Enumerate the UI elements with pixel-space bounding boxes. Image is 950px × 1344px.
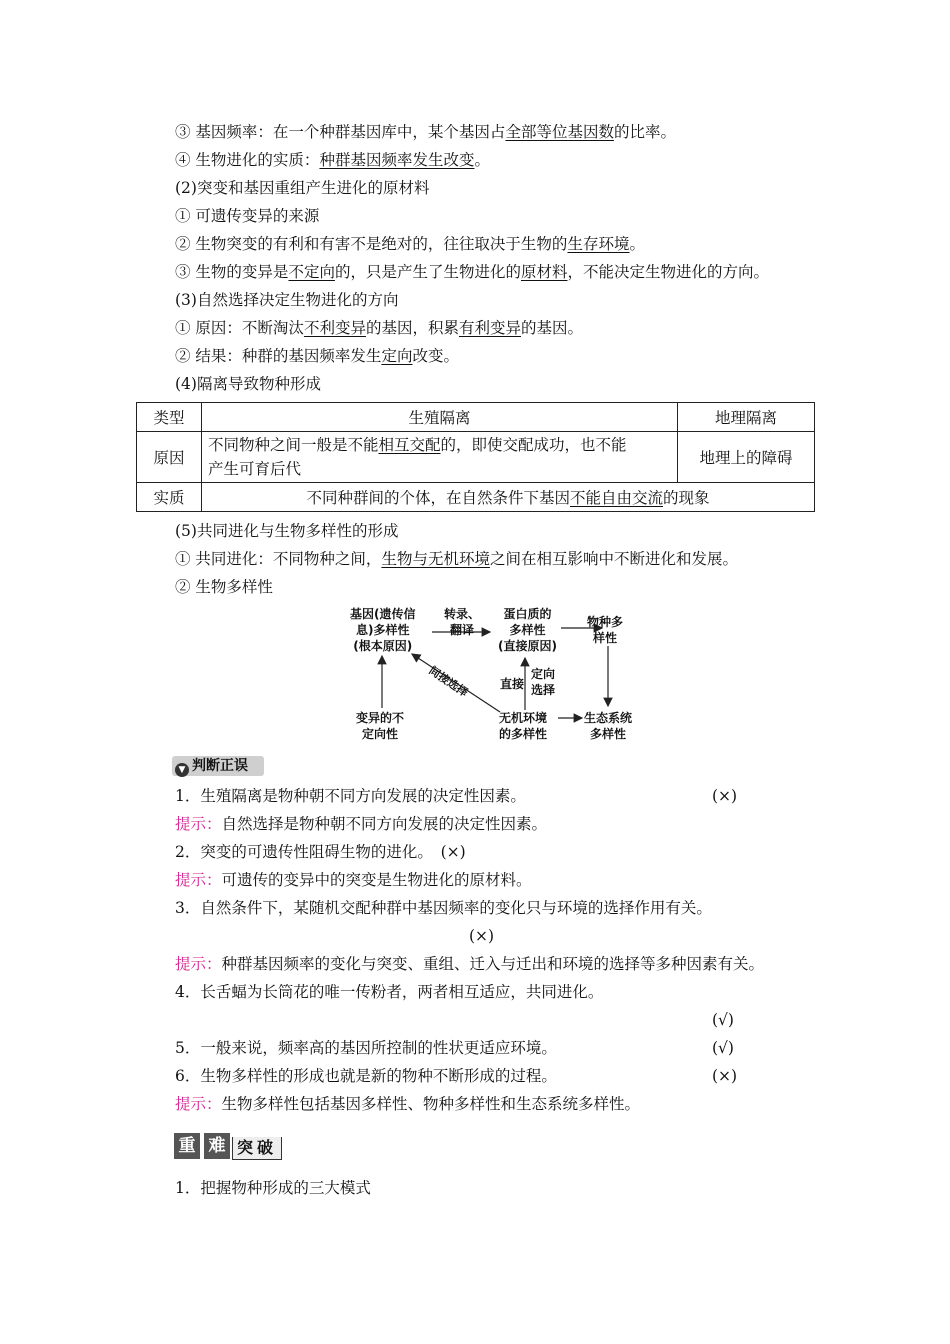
first-pattern-item: 1．把握物种形成的三大模式 xyxy=(175,1179,371,1197)
line-coevolution-def xyxy=(175,548,738,570)
judge-mark-4: (√) xyxy=(712,1011,734,1029)
text-span: ② 结果：种群的基因频率发生 xyxy=(175,347,382,365)
node-text: 的多样性 xyxy=(499,727,548,741)
table-cell-reason-geographic: 地理上的障碍 xyxy=(678,432,815,483)
hint-label: 提示： xyxy=(175,1095,222,1113)
hint-label: 提示： xyxy=(175,955,222,973)
node-text: 生态系统 xyxy=(584,711,633,725)
badge-rest: 突破 xyxy=(232,1137,282,1160)
node-text: (根本原因) xyxy=(353,639,413,653)
text-span: 的比率。 xyxy=(613,123,676,141)
hint-text: 可遗传的变异中的突变是生物进化的原材料。 xyxy=(221,871,532,889)
biodiversity-diagram xyxy=(340,600,650,745)
node-text: 无机环境 xyxy=(499,711,548,725)
judge-q3: 3．自然条件下，某随机交配种群中基因频率的变化只与环境的选择作用有关。 xyxy=(175,899,712,917)
judge-hint-3 xyxy=(175,953,764,975)
underlined-answer: 不定向 xyxy=(288,263,335,281)
underlined-answer: 全部等位基因数 xyxy=(505,123,614,141)
table-row xyxy=(137,403,815,432)
judge-hint-1 xyxy=(175,813,547,835)
node-text: 物种多 xyxy=(587,615,624,629)
hint-text: 生物多样性包括基因多样性、物种多样性和生态系统多样性。 xyxy=(221,1095,641,1113)
label-direct: 直接 xyxy=(500,677,525,691)
node-environment-diversity xyxy=(499,710,547,742)
text-span: 之间在相互影响中不断进化和发展。 xyxy=(489,550,738,568)
judge-title: 判断正误 xyxy=(192,758,248,774)
judge-q4: 4．长舌蝠为长筒花的唯一传粉者，两者相互适应，共同进化。 xyxy=(175,983,604,1001)
underlined-answer: 生物与无机环境 xyxy=(381,550,490,568)
text-span: (4)隔离导致物种形成 xyxy=(175,375,321,393)
badge-char-1: 重 xyxy=(174,1133,200,1159)
hint-text: 自然选择是物种朝不同方向发展的决定性因素。 xyxy=(221,815,548,833)
line-selection-reason xyxy=(175,317,583,339)
node-text: 蛋白质的 xyxy=(503,607,552,621)
text-span: (2)突变和基因重组产生进化的原材料 xyxy=(175,179,430,197)
text-span: 。 xyxy=(629,235,645,253)
badge-char-2: 难 xyxy=(204,1133,230,1159)
underlined-answer: 定向 xyxy=(381,347,413,365)
text-span: 不同物种之间一般是不能 xyxy=(208,436,379,454)
judge-q2: 2．突变的可遗传性阻碍生物的进化。 (×) xyxy=(175,843,466,861)
node-species-diversity xyxy=(587,614,623,646)
label-transcription xyxy=(444,606,480,638)
judge-mark-5: (√) xyxy=(712,1039,734,1057)
underlined-answer: 不能自由交流 xyxy=(569,489,663,507)
hint-label: 提示： xyxy=(175,871,222,889)
text-span: ① 共同进化：不同物种之间， xyxy=(175,550,382,568)
text-span: 不同种群间的个体，在自然条件下基因 xyxy=(306,489,570,507)
judge-hint-6 xyxy=(175,1093,640,1115)
text-span: 。 xyxy=(474,151,490,169)
table-row xyxy=(137,432,815,483)
node-text: 多样性 xyxy=(509,623,546,637)
underlined-answer: 生存环境 xyxy=(567,235,630,253)
text-span: (3)自然选择决定生物进化的方向 xyxy=(175,291,399,309)
hint-text: 种群基因频率的变化与突变、重组、迁入与迁出和环境的选择等多种因素有关。 xyxy=(221,955,765,973)
node-text: 息)多样性 xyxy=(356,623,410,637)
table-cell-essence-label: 实质 xyxy=(137,483,202,512)
table-header-reproductive: 生殖隔离 xyxy=(202,403,678,432)
table-cell-reason-reproductive xyxy=(202,432,678,483)
table-header-geographic: 地理隔离 xyxy=(678,403,815,432)
text-span: ② 生物突变的有利和有害不是绝对的，往往取决于生物的 xyxy=(175,235,568,253)
text-span: 的，只是产生了生物进化的 xyxy=(334,263,521,281)
node-text: 基因(遗传信 xyxy=(350,607,416,621)
underlined-answer: 相互交配 xyxy=(378,436,441,454)
node-ecosystem-diversity xyxy=(584,710,632,742)
table-header-type: 类型 xyxy=(137,403,202,432)
judge-section-badge xyxy=(172,756,264,776)
line-selection-result xyxy=(175,345,459,367)
underlined-answer: 有利变异 xyxy=(458,319,521,337)
line-mutation-heading xyxy=(175,177,429,199)
text-span: 改变。 xyxy=(412,347,459,365)
line-mutation-relative xyxy=(175,233,645,255)
text-span: 的基因。 xyxy=(520,319,583,337)
judge-mark-3: (×) xyxy=(469,927,495,945)
node-protein-diversity xyxy=(498,606,557,654)
text-span: 的，即使交配成功，也不能 xyxy=(440,436,627,454)
node-variation xyxy=(356,710,404,742)
text-span: 的基因，积累 xyxy=(365,319,459,337)
text-span: ③ 生物的变异是 xyxy=(175,263,289,281)
node-text: 样性 xyxy=(593,631,618,645)
text-span: 产生可育后代 xyxy=(208,460,302,478)
underlined-answer: 原材料 xyxy=(520,263,568,281)
table-row xyxy=(137,483,815,512)
line-isolation-heading xyxy=(175,373,321,395)
text-span: ② 生物多样性 xyxy=(175,578,273,596)
node-text: 翻译 xyxy=(450,623,475,637)
judge-q6: 6．生物多样性的形成也就是新的物种不断形成的过程。 xyxy=(175,1067,557,1085)
underlined-answer: 不利变异 xyxy=(303,319,366,337)
isolation-table xyxy=(136,402,815,512)
line-evolution-essence xyxy=(175,149,490,171)
node-text: (直接原因) xyxy=(498,639,557,653)
label-directional-selection xyxy=(531,666,555,698)
node-text: 变异的不 xyxy=(356,711,405,725)
text-span: ① 可遗传变异的来源 xyxy=(175,207,320,225)
node-gene-diversity xyxy=(350,606,416,654)
line-biodiversity xyxy=(175,576,273,598)
table-cell-essence xyxy=(202,483,815,512)
key-difficulty-badge xyxy=(174,1133,304,1161)
node-text: 定向性 xyxy=(362,727,399,741)
underlined-answer: 种群基因频率发生改变 xyxy=(319,151,475,169)
text-span: 的现象 xyxy=(663,489,710,507)
node-text: 定向 xyxy=(531,667,556,681)
judge-q5: 5．一般来说，频率高的基因所控制的性状更适应环境。 xyxy=(175,1039,557,1057)
text-span: (5)共同进化与生物多样性的形成 xyxy=(175,522,399,540)
judge-hint-2 xyxy=(175,869,532,891)
hint-label: 提示： xyxy=(175,815,222,833)
node-text: 选择 xyxy=(531,683,556,697)
text-span: ，不能决定生物进化的方向。 xyxy=(567,263,769,281)
text-span: ③ 基因频率：在一个种群基因库中，某个基因占 xyxy=(175,123,506,141)
text-span: ④ 生物进化的实质： xyxy=(175,151,320,169)
line-heritable-source xyxy=(175,205,319,227)
judge-q1: 1．生殖隔离是物种朝不同方向发展的决定性因素。 xyxy=(175,787,526,805)
node-text: 转录、 xyxy=(444,607,481,621)
node-text: 多样性 xyxy=(590,727,627,741)
label-indirect-selection: 间接选择 xyxy=(426,663,471,700)
line-coevolution-heading xyxy=(175,520,398,542)
line-variation-undirected xyxy=(175,261,769,283)
line-selection-heading xyxy=(175,289,398,311)
judge-mark-6: (×) xyxy=(712,1067,738,1085)
judge-mark-1: (×) xyxy=(712,787,738,805)
text-span: ① 原因：不断淘汰 xyxy=(175,319,304,337)
chevron-down-icon: ▼ xyxy=(175,763,189,777)
line-gene-frequency xyxy=(175,121,676,143)
table-cell-reason-label: 原因 xyxy=(137,432,202,483)
